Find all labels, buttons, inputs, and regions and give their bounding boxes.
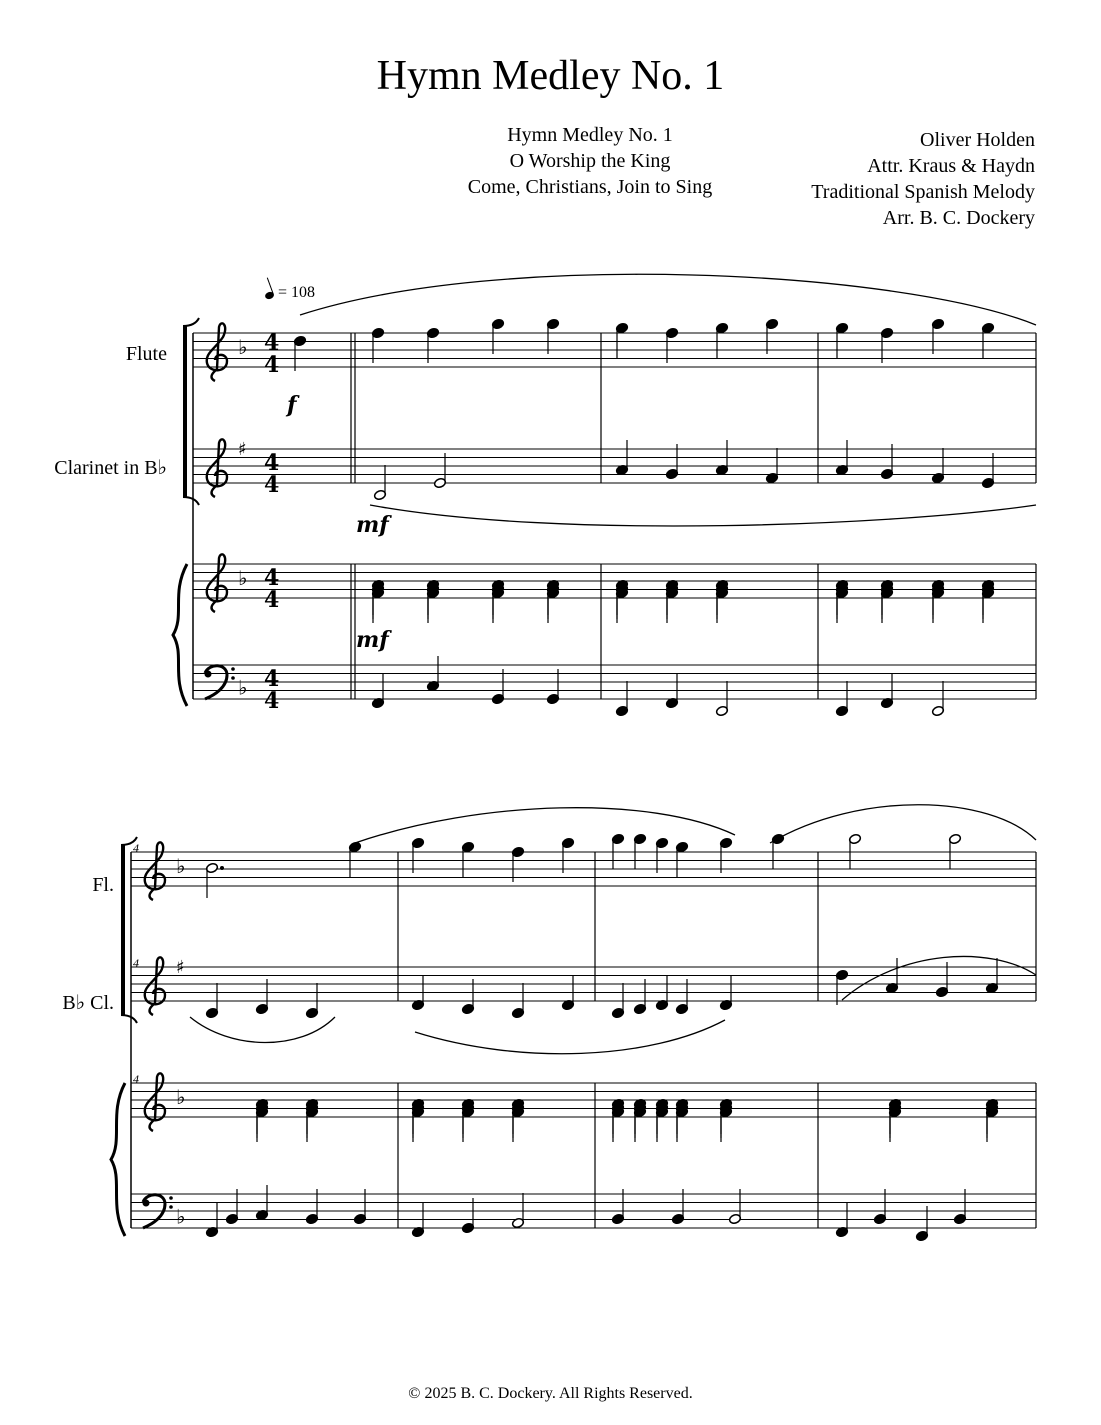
copyright-footer: © 2025 B. C. Dockery. All Rights Reserved. (408, 1385, 693, 1402)
instrument-short-clarinet: B♭ Cl. (62, 992, 114, 1014)
time-signature-flute (264, 330, 279, 378)
dynamic-clarinet: mf (356, 512, 389, 538)
treble-clef-icon (145, 842, 165, 900)
treble-clef-icon (145, 1073, 165, 1131)
svg-text:4: 4 (264, 352, 280, 378)
composer-line: Oliver Holden (920, 129, 1035, 151)
svg-text:4: 4 (264, 688, 280, 714)
slur (370, 505, 1036, 526)
bass-clef-dot (143, 1200, 150, 1207)
composer-line: Arr. B. C. Dockery (882, 207, 1035, 229)
time-signature-piano-treble (264, 565, 279, 613)
composer-line: Traditional Spanish Melody (811, 181, 1035, 203)
tempo-text: = 108 (278, 284, 316, 301)
svg-text:4: 4 (264, 666, 280, 692)
svg-text:4: 4 (264, 565, 280, 591)
time-signature-clarinet (264, 450, 279, 498)
flat-icon: ♭ (176, 854, 186, 878)
bracket-hook (121, 1015, 137, 1023)
treble-clef-icon (145, 957, 165, 1015)
bracket-hook (183, 318, 199, 326)
svg-text:4: 4 (264, 450, 280, 476)
bass-clef-dot (231, 667, 235, 671)
dynamic-flute: f (287, 392, 297, 418)
svg-text:4: 4 (264, 587, 280, 613)
slur (355, 808, 735, 843)
bass-clef-dot (169, 1196, 173, 1200)
flat-icon: ♭ (238, 335, 248, 359)
subtitle-line: Hymn Medley No. 1 (507, 124, 673, 146)
subtitle-line: O Worship the King (509, 150, 671, 172)
piano-brace (173, 564, 187, 706)
bass-clef-dot (231, 676, 235, 680)
sharp-icon: ♯ (238, 439, 247, 460)
bracket-hook (183, 497, 199, 505)
flat-icon: ♭ (176, 1085, 186, 1109)
flat-icon: ♭ (238, 566, 248, 590)
measure-number-piano: 4 (133, 1072, 139, 1086)
sharp-icon: ♯ (176, 957, 185, 978)
svg-text:4: 4 (264, 472, 280, 498)
dot (220, 866, 224, 870)
clefs (143, 323, 235, 1228)
instrument-name-clarinet: Clarinet in B♭ (54, 457, 167, 479)
bass-clef-dot (169, 1205, 173, 1209)
treble-clef-icon (207, 554, 227, 612)
flat-icon: ♭ (238, 675, 248, 700)
treble-clef-icon (207, 439, 227, 497)
instrument-name-flute: Flute (125, 343, 167, 365)
instrument-short-flute: Fl. (92, 874, 114, 896)
score-title: Hymn Medley No. 1 (376, 53, 725, 99)
flat-icon: ♭ (176, 1204, 186, 1229)
slur (300, 274, 1036, 325)
svg-text:4: 4 (264, 330, 280, 356)
piano-brace (111, 1083, 125, 1236)
subtitle-line: Come, Christians, Join to Sing (467, 176, 713, 198)
treble-clef-icon (207, 323, 227, 381)
dynamic-piano: mf (356, 627, 389, 653)
measure-number-clarinet: 4 (133, 956, 139, 970)
slur (190, 1017, 335, 1043)
slur (415, 1020, 725, 1054)
time-signature-piano-bass (264, 666, 279, 714)
bass-clef-dot (205, 671, 212, 678)
notes (205, 318, 998, 1241)
slur (770, 805, 1036, 843)
slurs (190, 274, 1036, 1053)
composer-line: Attr. Kraus & Haydn (867, 155, 1035, 177)
measure-number-flute: 4 (133, 841, 139, 855)
